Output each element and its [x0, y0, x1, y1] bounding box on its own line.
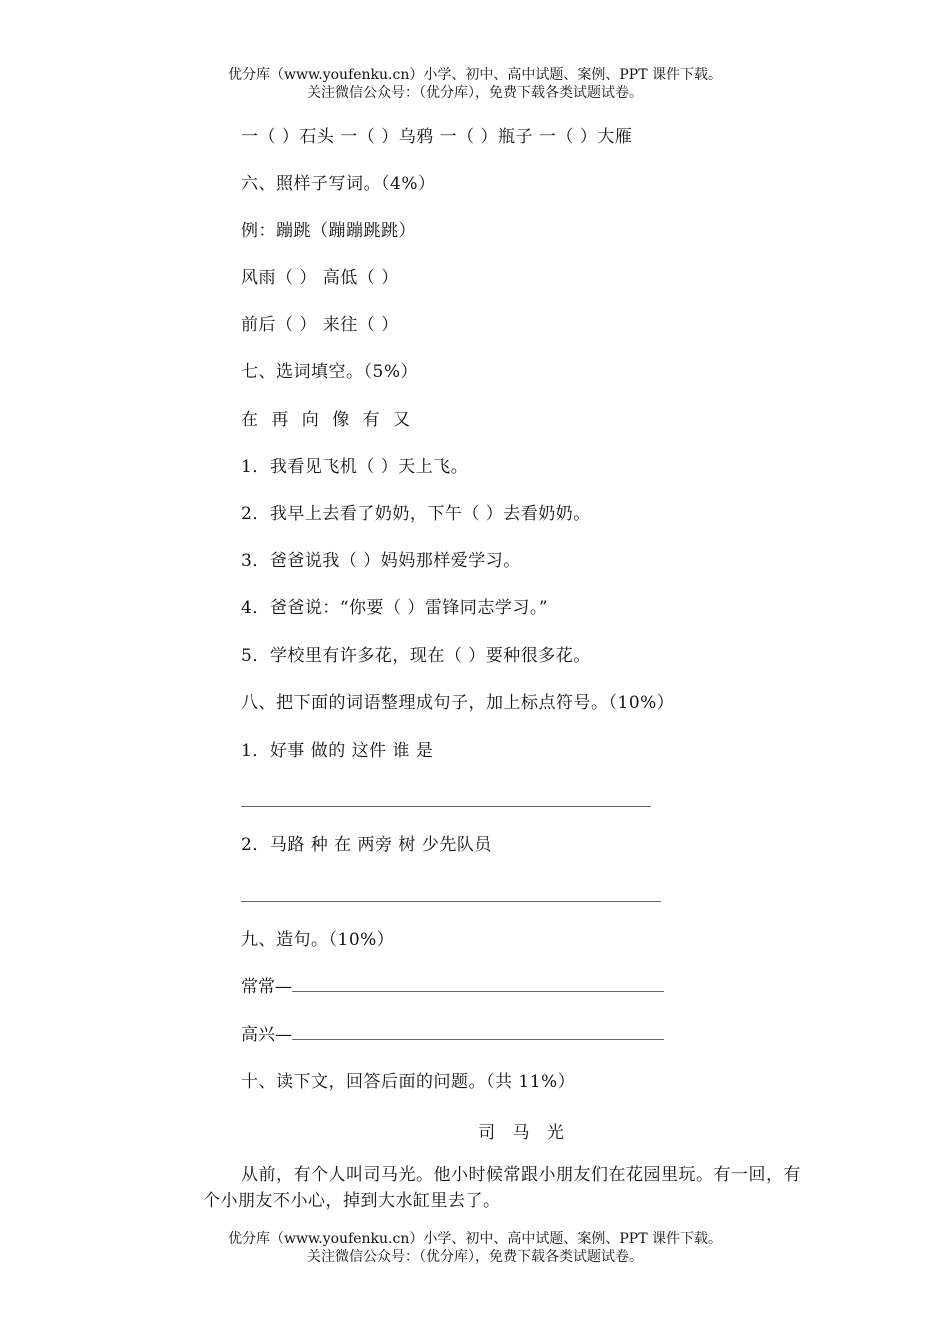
section-7-question-3: 3．爸爸说我（ ）妈妈那样爱学习。 — [241, 551, 521, 571]
section-8-question-2: 2．马路 种 在 两旁 树 少先队员 — [241, 835, 492, 855]
section-7-title: 七、选词填空。（5%） — [241, 362, 418, 382]
section-9-title: 九、造句。（10%） — [241, 930, 395, 950]
story-paragraph: 从前，有个人叫司马光。他小时候常跟小朋友们在花园里玩。有一回，有个小朋友不小心，掉到大水缸里去了。 — [203, 1165, 801, 1211]
sentence-word-1: 常常— — [241, 977, 292, 997]
page-footer — [0, 1230, 950, 1266]
section-8-question-1: 1．好事 做的 这件 谁 是 — [241, 741, 434, 761]
sentence-word-2: 高兴— — [241, 1025, 292, 1045]
section-6-title: 六、照样子写词。（4%） — [241, 174, 436, 194]
section-6-row-1: 风雨（ ） 高低（ ） — [241, 268, 399, 288]
sentence-row-2 — [241, 1024, 664, 1046]
section-8-title: 八、把下面的词语整理成句子，加上标点符号。（10%） — [241, 693, 675, 713]
footer-line-2: 关注微信公众号：（优分库），免费下载各类试题试卷。 — [307, 1249, 643, 1265]
section-6-row-2: 前后（ ） 来往（ ） — [241, 315, 399, 335]
sentence-blank-1[interactable] — [292, 977, 664, 992]
page-header — [0, 66, 950, 102]
section-6-example: 例：蹦跳（蹦蹦跳跳） — [241, 221, 416, 241]
sentence-row-1 — [241, 976, 664, 998]
measure-word-question: 一（ ）石头 一（ ）乌鸦 一（ ）瓶子 一（ ）大雁 — [241, 127, 633, 147]
section-7-question-2: 2．我早上去看了奶奶，下午（ ）去看奶奶。 — [241, 504, 591, 524]
section-10-title: 十、读下文，回答后面的问题。（共 11%） — [241, 1072, 576, 1092]
section-7-question-1: 1．我看见飞机（ ）天上飞。 — [241, 457, 469, 477]
footer-line-1: 优分库（www.youfenku.cn）小学、初中、高中试题、案例、PPT 课件下载。 — [227, 1231, 722, 1247]
section-7-question-4: 4．爸爸说：“你要（ ）雷锋同志学习。” — [241, 598, 549, 618]
header-line-1: 优分库（www.youfenku.cn）小学、初中、高中试题、案例、PPT 课件下载。 — [227, 67, 722, 83]
answer-line-1[interactable] — [241, 806, 651, 807]
header-line-2: 关注微信公众号：（优分库），免费下载各类试题试卷。 — [307, 85, 643, 101]
story-title: 司 马 光 — [478, 1123, 570, 1143]
section-7-word-bank: 在 再 向 像 有 又 — [241, 410, 415, 430]
answer-line-2[interactable] — [241, 901, 661, 902]
section-7-question-5: 5．学校里有许多花，现在（ ）要种很多花。 — [241, 646, 591, 666]
sentence-blank-2[interactable] — [292, 1025, 664, 1040]
